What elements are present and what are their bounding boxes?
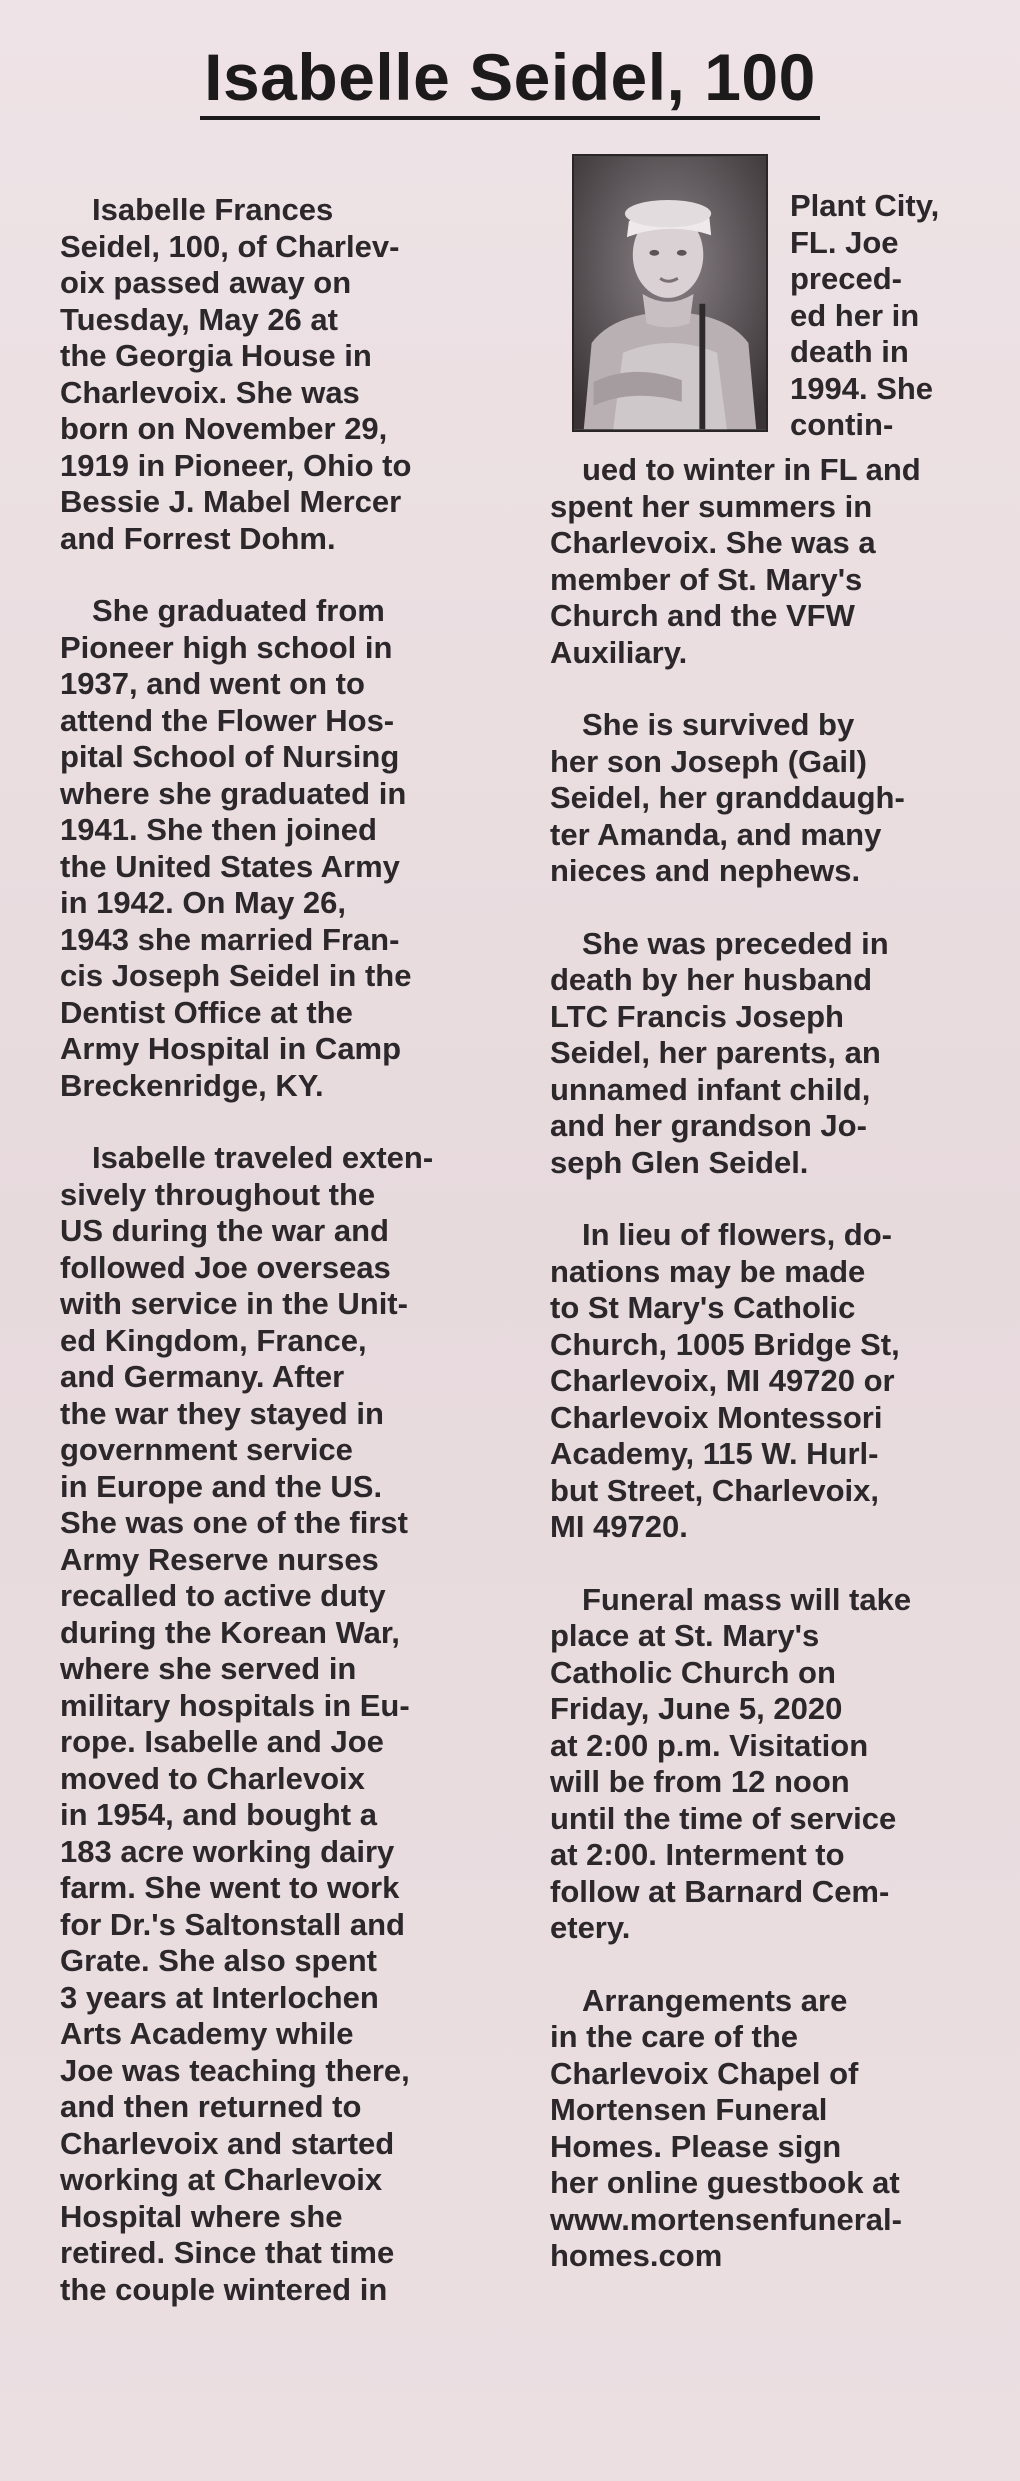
text-line: ued to winter in FL and xyxy=(582,452,921,487)
text-line: Seidel, her parents, an xyxy=(550,1035,881,1070)
paragraph-survivors xyxy=(550,707,990,890)
text-line: rope. Isabelle and Joe xyxy=(60,1724,384,1759)
text-line: Joe was teaching there, xyxy=(60,2052,410,2088)
text-line: in 1942. On May 26, xyxy=(60,885,347,920)
text-line: place at St. Mary's xyxy=(550,1618,820,1653)
text-line: 1937, and went on to xyxy=(60,666,365,701)
text-line: Pioneer high school in xyxy=(60,629,393,665)
text-line: born on November 29, xyxy=(60,411,388,446)
text-line: MI 49720. xyxy=(550,1509,688,1544)
left-column xyxy=(60,192,500,2344)
text-line: LTC Francis Joseph xyxy=(550,998,844,1034)
paragraph-funeral xyxy=(550,1582,990,1947)
text-line: and Germany. After xyxy=(60,1359,345,1394)
text-line: Isabelle Frances xyxy=(92,192,334,227)
paragraph-education xyxy=(60,593,500,1104)
text-line: Church and the VFW xyxy=(550,598,855,633)
text-line: Grate. She also spent xyxy=(60,1943,377,1978)
text-line: recalled to active duty xyxy=(60,1578,386,1613)
text-line: Tuesday, May 26 at xyxy=(60,301,338,337)
text-line: her online guestbook at xyxy=(550,2165,900,2200)
text-line: Charlevoix and started xyxy=(60,2125,395,2161)
text-line: She is survived by xyxy=(582,707,855,742)
text-line: seph Glen Seidel. xyxy=(550,1144,809,1180)
text-line: She graduated from xyxy=(92,593,385,628)
text-line: Charlevoix. She was a xyxy=(550,525,876,560)
text-line: oix passed away on xyxy=(60,265,352,300)
text-line: and then returned to xyxy=(60,2089,362,2124)
text-line: the couple wintered in xyxy=(60,2271,388,2307)
text-line: Isabelle traveled exten- xyxy=(92,1140,434,1175)
text-line: Charlevoix. She was xyxy=(60,374,360,410)
text-line: Hospital where she xyxy=(60,2198,343,2234)
text-line: in 1954, and bought a xyxy=(60,1797,377,1832)
text-line: 3 years at Interlochen xyxy=(60,1979,379,2015)
text-line: attend the Flower Hos- xyxy=(60,702,395,738)
text-line: Plant City, xyxy=(790,188,940,223)
text-line: FL. Joe xyxy=(790,224,899,260)
text-line: farm. She went to work xyxy=(60,1870,400,1905)
portrait-photo-icon xyxy=(574,156,766,430)
headline xyxy=(0,38,1020,120)
text-line: government service xyxy=(60,1432,353,1467)
text-line: moved to Charlevoix xyxy=(60,1760,365,1796)
text-line: 1943 she married Fran- xyxy=(60,921,400,957)
wrap-lines xyxy=(790,188,1005,444)
text-line: ed her in xyxy=(790,297,920,333)
text-line: Homes. Please sign xyxy=(550,2128,842,2164)
text-line: preced- xyxy=(790,261,902,296)
right-column xyxy=(550,452,990,2311)
text-line: Bessie J. Mabel Mercer xyxy=(60,484,402,519)
text-line: 1941. She then joined xyxy=(60,812,377,847)
text-line: military hospitals in Eu- xyxy=(60,1687,410,1723)
headline-text: Isabelle Seidel, 100 xyxy=(200,38,820,120)
text-line: unnamed infant child, xyxy=(550,1071,871,1107)
paragraph-donations xyxy=(550,1217,990,1546)
text-line: where she graduated in xyxy=(60,775,407,811)
text-line: Charlevoix Chapel of xyxy=(550,2055,859,2091)
photo-wrap-text xyxy=(790,188,1005,444)
text-line: and Forrest Dohm. xyxy=(60,520,336,556)
text-line: 1919 in Pioneer, Ohio to xyxy=(60,447,412,483)
text-line: ter Amanda, and many xyxy=(550,816,882,852)
text-line: but Street, Charlevoix, xyxy=(550,1472,880,1508)
text-line: ed Kingdom, France, xyxy=(60,1322,367,1358)
text-line: to St Mary's Catholic xyxy=(550,1290,856,1325)
text-line: at 2:00 p.m. Visitation xyxy=(550,1727,869,1763)
text-line: She was preceded in xyxy=(582,925,889,961)
text-line: follow at Barnard Cem- xyxy=(550,1873,890,1909)
text-line: will be from 12 noon xyxy=(550,1764,850,1799)
text-line: retired. Since that time xyxy=(60,2235,395,2270)
text-line: contin- xyxy=(790,407,894,442)
text-line: working at Charlevoix xyxy=(60,2162,383,2197)
text-line: the United States Army xyxy=(60,848,400,884)
text-line: Charlevoix Montessori xyxy=(550,1399,883,1435)
text-line: Army Reserve nurses xyxy=(60,1541,379,1577)
text-line: Catholic Church on xyxy=(550,1654,836,1690)
paragraph-later-life xyxy=(550,452,990,671)
text-line: during the Korean War, xyxy=(60,1614,400,1650)
text-line: Funeral mass will take xyxy=(582,1581,912,1617)
portrait-photo xyxy=(572,154,768,432)
text-line: US during the war and xyxy=(60,1213,389,1248)
text-line: followed Joe overseas xyxy=(60,1249,391,1285)
text-line: Mortensen Funeral xyxy=(550,2092,828,2127)
text-line: her son Joseph (Gail) xyxy=(550,743,867,779)
text-line: nations may be made xyxy=(550,1253,866,1289)
paragraph-arrangements xyxy=(550,1983,990,2275)
text-line: 1994. She xyxy=(790,370,934,406)
text-line: member of St. Mary's xyxy=(550,561,863,597)
text-line: She was one of the first xyxy=(60,1505,408,1540)
text-line: Breckenridge, KY. xyxy=(60,1067,324,1103)
text-line: for Dr.'s Saltonstall and xyxy=(60,1906,405,1942)
text-line: the war they stayed in xyxy=(60,1395,384,1431)
text-line: Auxiliary. xyxy=(550,634,688,670)
text-line: where she served in xyxy=(60,1651,357,1686)
text-line: in the care of the xyxy=(550,2019,799,2054)
text-line: sively throughout the xyxy=(60,1176,376,1212)
text-line: homes.com xyxy=(550,2238,723,2273)
text-line: and her grandson Jo- xyxy=(550,1108,867,1143)
paragraph-intro xyxy=(60,192,500,557)
text-line: Arrangements are xyxy=(582,1982,848,2018)
text-line: the Georgia House in xyxy=(60,338,372,373)
text-line: Seidel, 100, of Charlev- xyxy=(60,228,400,264)
text-line: cis Joseph Seidel in the xyxy=(60,958,412,993)
text-line: etery. xyxy=(550,1910,631,1945)
text-line: Army Hospital in Camp xyxy=(60,1031,402,1066)
text-line: In lieu of flowers, do- xyxy=(582,1217,892,1252)
text-line: in Europe and the US. xyxy=(60,1468,383,1504)
text-line: until the time of service xyxy=(550,1800,897,1836)
text-line: Dentist Office at the xyxy=(60,994,353,1030)
text-line: Church, 1005 Bridge St, xyxy=(550,1326,900,1362)
text-line: Arts Academy while xyxy=(60,2016,354,2051)
text-line: death by her husband xyxy=(550,962,873,997)
text-line: nieces and nephews. xyxy=(550,853,861,888)
text-line: www.mortensenfuneral- xyxy=(550,2201,902,2237)
text-line: Charlevoix, MI 49720 or xyxy=(550,1363,895,1398)
text-line: Seidel, her granddaugh- xyxy=(550,780,905,815)
text-line: with service in the Unit- xyxy=(60,1286,408,1321)
text-line: death in xyxy=(790,334,909,369)
text-line: at 2:00. Interment to xyxy=(550,1837,845,1872)
text-line: Friday, June 5, 2020 xyxy=(550,1691,843,1726)
text-line: 183 acre working dairy xyxy=(60,1833,395,1869)
paragraph-travels xyxy=(60,1140,500,2308)
text-line: pital School of Nursing xyxy=(60,739,400,774)
text-line: Academy, 115 W. Hurl- xyxy=(550,1436,879,1471)
text-line: spent her summers in xyxy=(550,488,873,524)
paragraph-preceded xyxy=(550,926,990,1182)
